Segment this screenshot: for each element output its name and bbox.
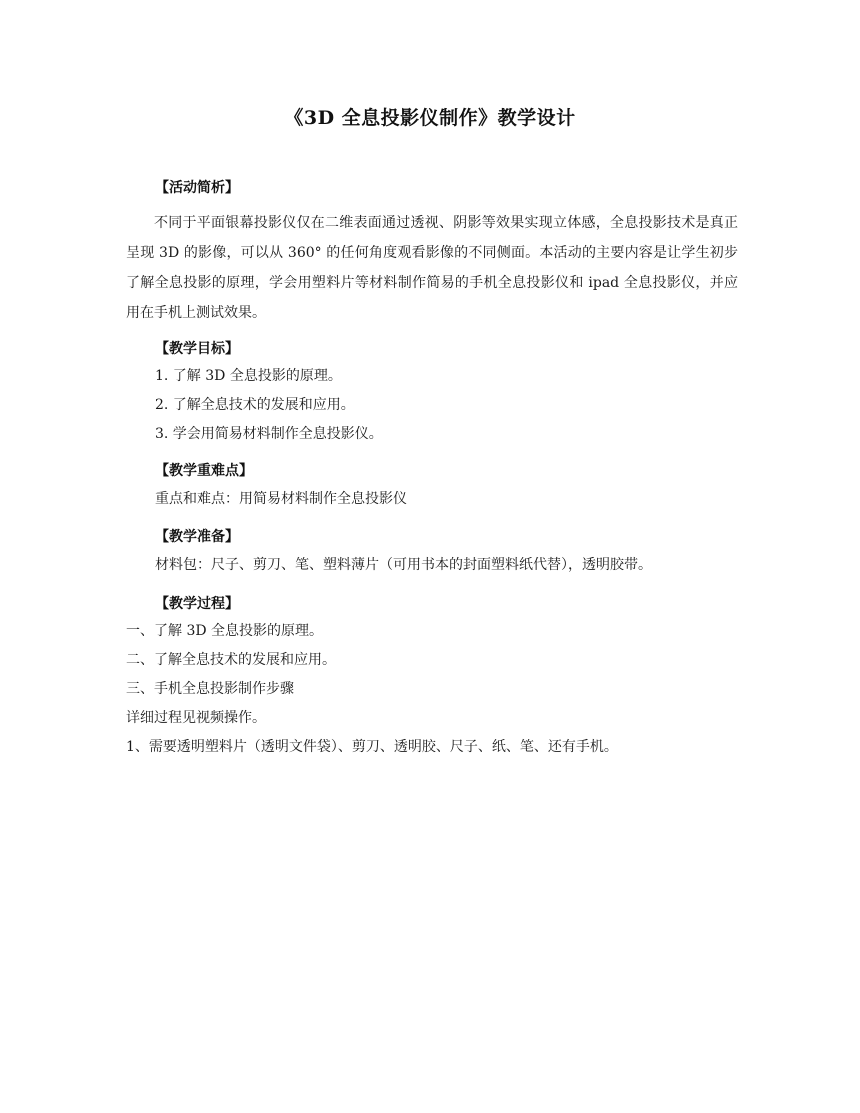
document-title: 《3D 全息投影仪制作》教学设计 <box>284 107 576 129</box>
activity-analysis-paragraph: 不同于平面银幕投影仪仅在二维表面通过透视、阴影等效果实现立体感，全息投影技术是真正呈现 3D 的影像，可以从 360° 的任何角度观看影像的不同侧面。本活动的主要内容是让学生初步了解全息投影的原理，学会用塑料片等材料制作简易的手机全息投影仪和 ipad 全息投影仪，并应用在手机上测试效果。 <box>126 215 738 321</box>
heading-key-points: 【教学重难点】 <box>155 463 253 479</box>
heading-teaching-process: 【教学过程】 <box>155 596 239 612</box>
goal-item-2: 2. 了解全息技术的发展和应用。 <box>155 397 355 413</box>
process-line-4: 详细过程见视频操作。 <box>126 710 266 726</box>
heading-preparation: 【教学准备】 <box>155 529 239 545</box>
heading-teaching-goals: 【教学目标】 <box>155 341 239 357</box>
key-points-text: 重点和难点：用简易材料制作全息投影仪 <box>155 491 407 507</box>
process-line-1: 一、了解 3D 全息投影的原理。 <box>126 623 324 639</box>
preparation-text: 材料包：尺子、剪刀、笔、塑料薄片（可用书本的封面塑料纸代替），透明胶带。 <box>155 557 652 573</box>
goal-item-3: 3. 学会用简易材料制作全息投影仪。 <box>155 426 383 442</box>
heading-activity-analysis: 【活动简析】 <box>155 180 239 196</box>
process-line-5: 1、需要透明塑料片（透明文件袋）、剪刀、透明胶、尺子、纸、笔、还有手机。 <box>126 739 618 755</box>
goal-item-1: 1. 了解 3D 全息投影的原理。 <box>155 368 342 384</box>
process-line-2: 二、了解全息技术的发展和应用。 <box>126 652 336 668</box>
process-line-3: 三、手机全息投影制作步骤 <box>126 681 294 697</box>
